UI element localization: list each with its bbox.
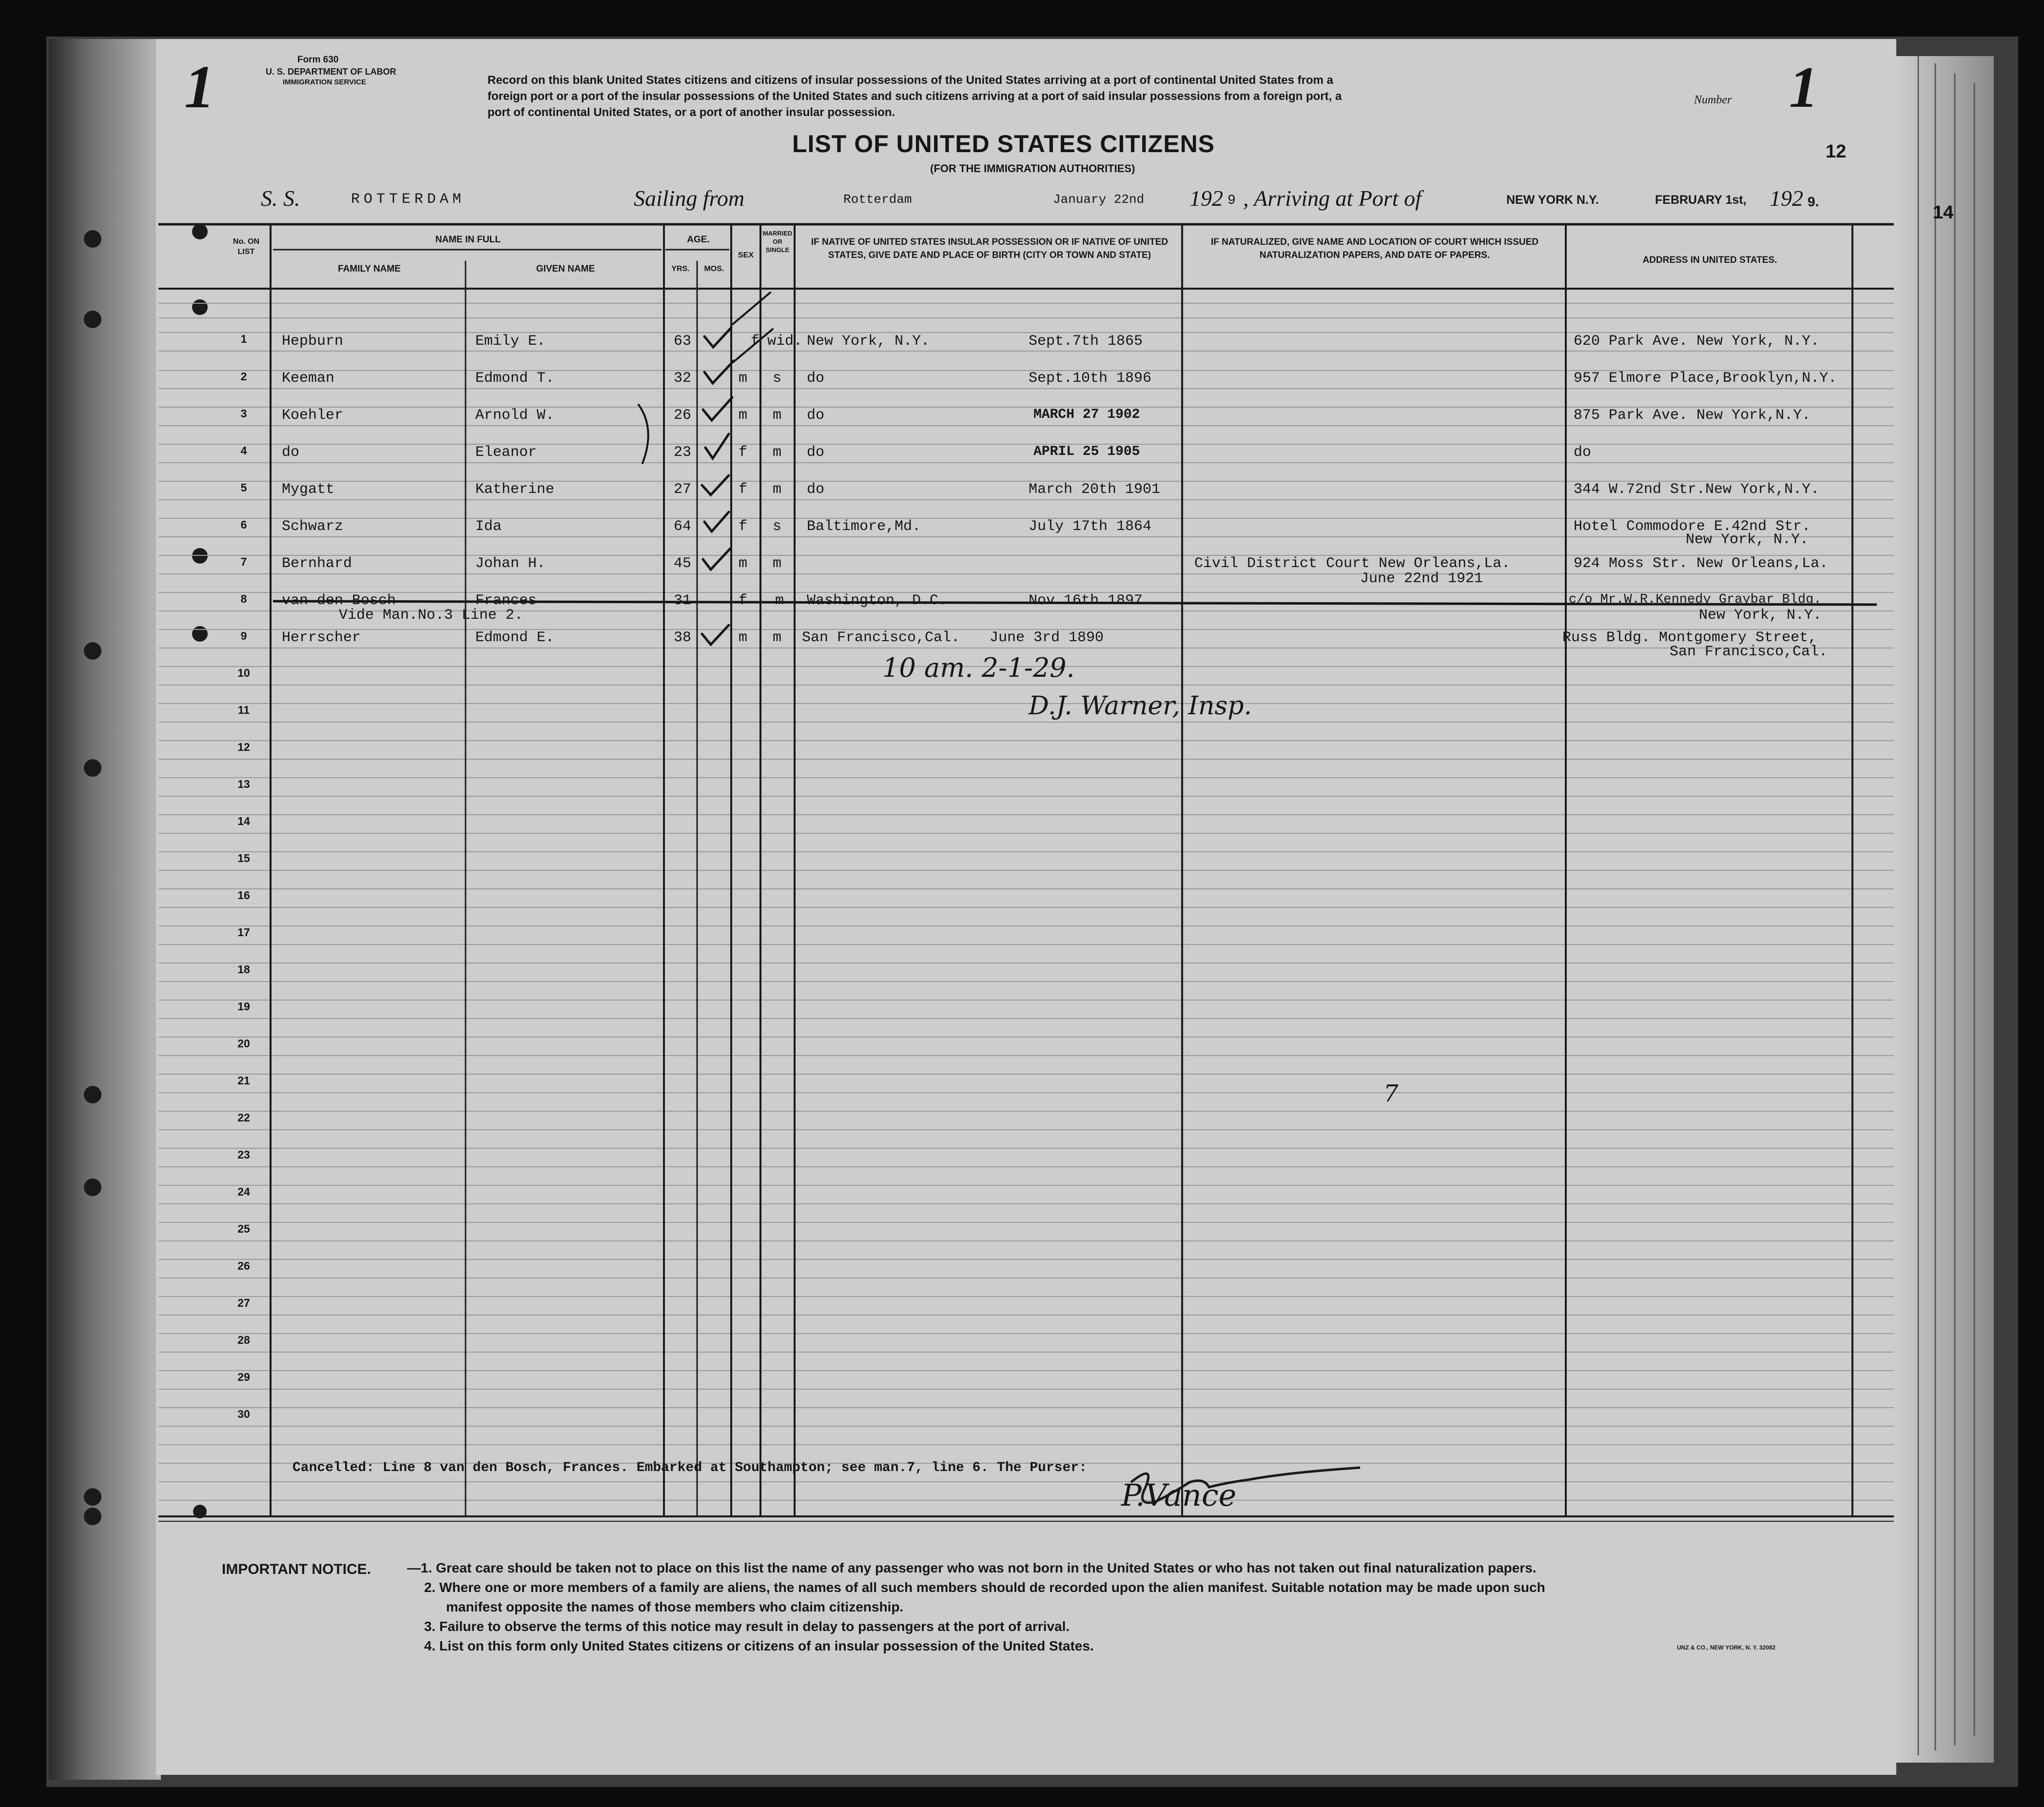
year-prefix-2: 192: [1770, 186, 1803, 211]
row-number: 23: [237, 1148, 250, 1161]
row-number: 29: [237, 1371, 250, 1383]
sex-cell: f: [751, 333, 760, 350]
row-number: 1: [240, 333, 247, 345]
page-mark: 12: [1826, 141, 1847, 162]
given-name-cell: Eleanor: [475, 444, 537, 461]
sex-cell: m: [739, 629, 748, 646]
given-name-cell: Edmond T.: [475, 370, 555, 387]
family-name-cell: van den Bosch: [282, 592, 396, 609]
stray-mark: 7: [1383, 1080, 1399, 1107]
col-name-in-full: NAME IN FULL: [435, 235, 501, 245]
arrival-port: NEW YORK N.Y.: [1506, 193, 1599, 207]
row-number: 12: [237, 741, 250, 753]
row-number: 17: [237, 926, 250, 939]
birthdate-cell: June 3rd 1890: [990, 629, 1104, 646]
address-cell: do: [1574, 444, 1592, 461]
ss-label: S. S.: [261, 186, 300, 211]
col-naturalized: IF NATURALIZED, GIVE NAME AND LOCATION OF COURT WHICH ISSUED NATURALIZATION PAPERS, AND DATE OF PAPERS.: [1210, 237, 1538, 260]
intro-line-2: foreign port or a port of the insular possessions of the United States and such citizens arriving at a port of said insular possessions from a foreign port, a: [487, 90, 1342, 103]
arrival-date: FEBRUARY 1st,: [1655, 193, 1747, 207]
sailing-date: January 22nd: [1053, 192, 1145, 207]
sailing-port: Rotterdam: [843, 192, 912, 207]
row-number: 18: [237, 963, 250, 976]
age-cell: 26: [674, 407, 692, 424]
family-name-cell: Schwarz: [282, 518, 344, 535]
age-cell: 45: [674, 555, 692, 572]
age-cell: 23: [674, 444, 692, 461]
stamp-number: 1: [184, 54, 215, 121]
sex-cell: f: [739, 444, 748, 461]
family-name-cell: Herrscher: [282, 629, 361, 646]
address-line-2-cell: New York, N.Y.: [1699, 607, 1822, 624]
form-number: Form 630: [297, 55, 339, 65]
col-yrs: YRS.: [671, 265, 690, 273]
row-number: 4: [240, 444, 247, 457]
col-given-name: GIVEN NAME: [536, 264, 595, 274]
row-number: 30: [237, 1408, 250, 1420]
department: U. S. DEPARTMENT OF LABOR: [266, 67, 396, 77]
sex-cell: m: [739, 407, 748, 424]
year-prefix-1: 192: [1189, 186, 1223, 211]
given-name-cell: Emily E.: [475, 333, 546, 350]
col-sex: SEX: [738, 251, 754, 259]
address-line-2-cell: New York, N.Y.: [1686, 531, 1809, 548]
col-native: IF NATIVE OF UNITED STATES INSULAR POSSESSION OR IF NATIVE OF UNITED STATES, GIVE DATE AND PLACE OF BIRTH (CITY OR TOWN AND STATE): [811, 237, 1168, 260]
row-number: 5: [240, 481, 247, 494]
birthplace-cell: do: [807, 481, 825, 498]
row-number: 7: [240, 555, 247, 568]
intro-line-1: Record on this blank United States citizens and citizens of insular possessions of the United States arriving at a port of continental United States from a: [487, 74, 1333, 87]
sex-cell: f: [739, 518, 748, 535]
age-cell: 31: [674, 592, 692, 609]
sex-cell: m: [739, 370, 748, 387]
notice-item-4: 4. List on this form only United States citizens or citizens of an insular possession of the United States.: [424, 1638, 1094, 1653]
row-number: 11: [237, 704, 250, 716]
sex-cell: f: [739, 592, 748, 609]
address-line-2-cell: San Francisco,Cal.: [1670, 644, 1828, 660]
row-number: 10: [237, 667, 250, 679]
given-name-cell: Ida: [475, 518, 502, 535]
row-number: 24: [237, 1185, 250, 1198]
address-cell: Russ Bldg. Montgomery Street,: [1562, 629, 1817, 646]
row-number: 2: [240, 370, 247, 383]
ship-name: ROTTERDAM: [351, 191, 466, 208]
family-name-cell: Koehler: [282, 407, 344, 424]
given-name-cell: Frances: [475, 592, 537, 609]
birthdate-cell: March 20th 1901: [1029, 481, 1161, 498]
page-subtitle: (FOR THE IMMIGRATION AUTHORITIES): [930, 162, 1135, 175]
row-number: 28: [237, 1334, 250, 1346]
row-number: 19: [237, 1000, 250, 1013]
marital-cell: m: [773, 481, 782, 498]
birthplace-cell: Washington, D.C.: [807, 592, 948, 609]
birthplace-cell: New York, N.Y.: [807, 333, 930, 350]
birthplace-cell: do: [807, 444, 825, 461]
birthdate-cell: APRIL 25 1905: [1033, 444, 1140, 459]
intro-line-3: port of continental United States, or a port of another insular possession.: [487, 106, 895, 119]
naturalization-cell: Civil District Court New Orleans,La.: [1194, 555, 1511, 572]
col-family-name: FAMILY NAME: [338, 264, 401, 274]
birthplace-cell: do: [807, 407, 825, 424]
right-page-number: 14: [1933, 202, 1954, 223]
marital-cell: m: [773, 555, 782, 572]
vide-note: Vide Man.No.3 Line 2.: [339, 607, 524, 624]
inspector-signature: D.J. Warner, Insp.: [1029, 691, 1252, 721]
marital-cell: wid.: [767, 333, 803, 350]
birthdate-cell: July 17th 1864: [1029, 518, 1152, 535]
col-married: MARRIED OR SINGLE: [762, 230, 793, 254]
given-name-cell: Katherine: [475, 481, 555, 498]
naturalization-date-cell: June 22nd 1921: [1360, 570, 1483, 587]
number-value: 1: [1789, 55, 1818, 119]
col-no-on-list: No. ON LIST: [233, 237, 260, 256]
col-address: ADDRESS IN UNITED STATES.: [1642, 255, 1777, 265]
row-number: 8: [240, 592, 247, 605]
birthdate-cell: MARCH 27 1902: [1033, 407, 1140, 422]
marital-cell: s: [773, 370, 782, 387]
row-number: 3: [240, 407, 247, 420]
address-cell: 620 Park Ave. New York, N.Y.: [1574, 333, 1820, 350]
notice-item-1: —1. Great care should be taken not to place on this list the name of any passenger who was not born in the United States or who has not taken out final naturalization papers.: [407, 1560, 1537, 1575]
row-number: 6: [240, 518, 247, 531]
notice-item-2: 2. Where one or more members of a family are aliens, the names of all such members should de recorded upon the alien manifest. Suitable notation may be made upon such: [424, 1580, 1545, 1595]
row-number: 9: [240, 629, 247, 642]
age-cell: 63: [674, 333, 692, 350]
row-number: 21: [237, 1074, 250, 1087]
family-name-cell: Mygatt: [282, 481, 335, 498]
sex-cell: f: [739, 481, 748, 498]
address-cell: c/o Mr.W.R.Kennedy Graybar Bldg.: [1569, 592, 1822, 607]
birthdate-cell: Sept.10th 1896: [1029, 370, 1152, 387]
handwritten-date-note: 10 am. 2-1-29.: [882, 652, 1075, 683]
sailing-label: Sailing from: [634, 186, 745, 211]
birthdate-cell: Sept.7th 1865: [1029, 333, 1143, 350]
birthdate-cell: Nov.16th 1897: [1029, 592, 1143, 609]
marital-cell: s: [773, 518, 782, 535]
birthplace-cell: Baltimore,Md.: [807, 518, 921, 535]
family-name-cell: Bernhard: [282, 555, 352, 572]
address-cell: 924 Moss Str. New Orleans,La.: [1574, 555, 1829, 572]
page-title: LIST OF UNITED STATES CITIZENS: [792, 130, 1215, 157]
row-number: 26: [237, 1259, 250, 1272]
purser-signature: P.Vance: [1121, 1477, 1237, 1513]
year-suffix-1: 9: [1227, 193, 1236, 208]
row-number: 14: [237, 815, 250, 827]
year-suffix-2: 9.: [1808, 194, 1819, 209]
age-cell: 38: [674, 629, 692, 646]
row-number: 20: [237, 1037, 250, 1050]
marital-cell: m: [773, 444, 782, 461]
col-age: AGE.: [687, 235, 710, 245]
family-name-cell: Hepburn: [282, 333, 344, 350]
intro-text: [487, 72, 1609, 120]
printer-imprint: UNZ & CO., NEW YORK, N. Y. 32082: [1677, 1644, 1776, 1651]
given-name-cell: Arnold W.: [475, 407, 555, 424]
age-cell: 27: [674, 481, 692, 498]
row-number: 15: [237, 852, 250, 864]
row-number: 13: [237, 778, 250, 790]
row-number: 22: [237, 1111, 250, 1124]
row-number: 27: [237, 1296, 250, 1309]
address-cell: Hotel Commodore E.42nd Str.: [1574, 518, 1811, 535]
marital-cell: m: [773, 407, 782, 424]
cancellation-note: Cancelled: Line 8 van den Bosch, Frances. Embarked at Southampton; see man.7, line 6. The Purser:: [292, 1460, 1087, 1475]
family-name-cell: Keeman: [282, 370, 335, 387]
notice-item-2-cont: manifest opposite the names of those members who claim citizenship.: [446, 1599, 904, 1614]
row-number: 25: [237, 1222, 250, 1235]
birthplace-cell: do: [807, 370, 825, 387]
family-name-cell: do: [282, 444, 300, 461]
notice-item-3: 3. Failure to observe the terms of this notice may result in delay to passengers at the port of arrival.: [424, 1619, 1070, 1634]
row-number: 16: [237, 889, 250, 902]
given-name-cell: Johan H.: [475, 555, 546, 572]
number-label: Number: [1694, 94, 1732, 106]
marital-cell: m: [775, 592, 784, 609]
service: IMMIGRATION SERVICE: [283, 78, 367, 86]
address-cell: 344 W.72nd Str.New York,N.Y.: [1574, 481, 1820, 498]
col-mos: MOS.: [704, 265, 724, 273]
address-cell: 875 Park Ave. New York,N.Y.: [1574, 407, 1811, 424]
arriving-label: , Arriving at Port of: [1243, 186, 1421, 211]
marital-cell: m: [773, 629, 782, 646]
notice-label: IMPORTANT NOTICE.: [222, 1561, 371, 1577]
address-cell: 957 Elmore Place,Brooklyn,N.Y.: [1574, 370, 1837, 387]
age-cell: 64: [674, 518, 692, 535]
age-cell: 32: [674, 370, 692, 387]
birthplace-cell: San Francisco,Cal.: [802, 629, 960, 646]
given-name-cell: Edmond E.: [475, 629, 555, 646]
sex-cell: m: [739, 555, 748, 572]
